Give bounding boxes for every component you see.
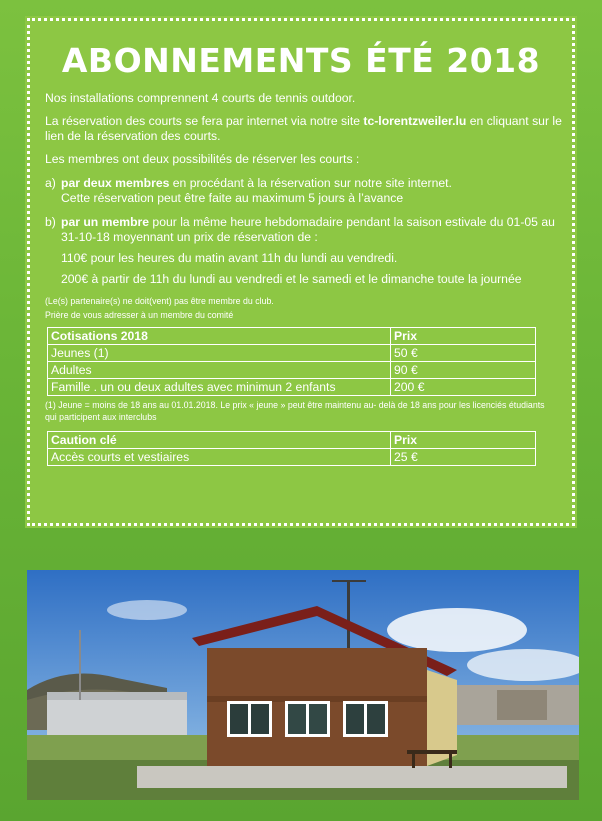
subscription-card: [27, 18, 575, 526]
table-row: [48, 362, 536, 379]
fees-cell-label: Adultes: [48, 362, 391, 379]
fees-cell-label: Jeunes (1): [48, 345, 391, 362]
table-row: [48, 449, 536, 466]
intro-text: Nos installations comprennent 4 courts de tennis outdoor.: [45, 91, 356, 105]
fees-header-label: Cotisations 2018: [48, 328, 391, 345]
option-b-price-day: 200€ à partir de 11h du lundi au vendredi et le samedi et le dimanche toute la journée: [61, 272, 522, 286]
table-row: [48, 379, 536, 396]
clubhouse-photo: [27, 570, 579, 800]
option-b: [45, 215, 565, 287]
option-b-bold: par un membre: [61, 215, 150, 229]
fees-cell-price: 200 €: [391, 379, 536, 396]
option-a-text: en procédant à la réservation sur notre site internet.: [169, 176, 452, 190]
committee-note: Prière de vous adresser à un membre du comité: [45, 310, 234, 320]
deposit-cell-price: 25 €: [391, 449, 536, 466]
page-title: ABONNEMENTS ÉTÉ 2018: [61, 41, 541, 80]
option-a-bold: par deux membres: [61, 176, 170, 190]
option-b-marker: b): [45, 215, 56, 229]
fees-header-price: Prix: [391, 328, 536, 345]
fees-cell-label: Famille . un ou deux adultes avec minimun 2 enfants: [48, 379, 391, 396]
deposit-cell-label: Accès courts et vestiaires: [48, 449, 391, 466]
reservation-text: [45, 114, 565, 144]
age-footnote: (1) Jeune = moins de 18 ans au 01.01.2018. Le prix « jeune » peut être maintenu au- delà de 18 ans pour les licenciés étudiants qui participent aux interclubs: [45, 400, 545, 422]
deposit-header-label: Caution clé: [48, 432, 391, 449]
fees-header-row: [48, 328, 536, 345]
option-a: [45, 176, 565, 206]
partner-note: (Le(s) partenaire(s) ne doit(vent) pas être membre du club.: [45, 296, 274, 306]
option-a-line2: Cette réservation peut être faite au maximum 5 jours à l’avance: [61, 191, 404, 205]
fees-cell-price: 50 €: [391, 345, 536, 362]
card-body: [45, 91, 565, 466]
option-b-text: pour la même heure hebdomadaire pendant la saison estivale du 01-05 au 31-10-18 moyennant un prix de réservation de :: [61, 215, 555, 244]
option-b-price-morning: 110€ pour les heures du matin avant 11h du lundi au vendredi.: [61, 251, 398, 265]
club-website-link[interactable]: tc-lorentzweiler.lu: [363, 114, 467, 128]
members-intro: Les membres ont deux possibilités de réserver les courts :: [45, 152, 360, 166]
fees-table: [47, 327, 536, 396]
option-a-marker: a): [45, 176, 56, 190]
deposit-header-price: Prix: [391, 432, 536, 449]
table-row: [48, 345, 536, 362]
reservation-before: La réservation des courts se fera par internet via notre site: [45, 114, 364, 128]
reservation-after: en cliquant sur le lien de la réservation des courts.: [45, 114, 562, 143]
deposit-header-row: [48, 432, 536, 449]
deposit-table: [47, 431, 536, 466]
fees-cell-price: 90 €: [391, 362, 536, 379]
clubhouse-illustration: [27, 570, 579, 800]
